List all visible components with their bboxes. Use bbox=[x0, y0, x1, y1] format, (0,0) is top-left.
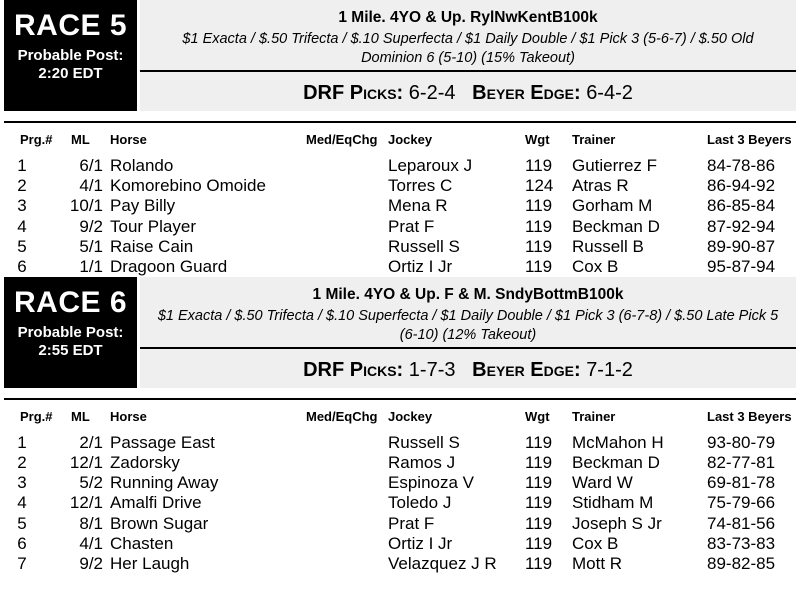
drf-picks-label: DRF Picks: bbox=[303, 359, 404, 381]
horse-name: Chasten bbox=[110, 534, 174, 553]
drf-picks-value: 6-2-4 bbox=[408, 82, 456, 104]
divider bbox=[140, 347, 796, 349]
horse-name: Raise Cain bbox=[110, 237, 194, 256]
morning-line: 4/1 bbox=[79, 534, 103, 553]
horse-name: Rolando bbox=[110, 156, 174, 175]
post-time: 2:20 EDT bbox=[38, 65, 103, 82]
jockey: Ramos J bbox=[388, 453, 456, 472]
horse-name: Komorebino Omoide bbox=[110, 176, 266, 195]
beyer-edge-label: Beyer Edge: bbox=[472, 82, 581, 104]
morning-line: 2/1 bbox=[79, 433, 103, 452]
weight: 119 bbox=[525, 237, 553, 256]
morning-line: 10/1 bbox=[69, 196, 103, 215]
trainer: Gorham M bbox=[572, 196, 653, 215]
trainer: Cox B bbox=[572, 534, 619, 553]
race-info-panel bbox=[140, 277, 796, 388]
col-header-trainer: Trainer bbox=[572, 132, 616, 147]
jockey: Torres C bbox=[388, 176, 453, 195]
horse-name: Amalfi Drive bbox=[110, 493, 202, 512]
col-header-jockey: Jockey bbox=[388, 409, 433, 424]
last-3-beyers: 75-79-66 bbox=[707, 493, 776, 512]
last-3-beyers: 86-94-92 bbox=[707, 176, 776, 195]
horse-name: Running Away bbox=[110, 473, 219, 492]
col-header-wgt: Wgt bbox=[525, 409, 550, 424]
divider bbox=[140, 70, 796, 72]
beyer-edge-label: Beyer Edge: bbox=[472, 359, 581, 381]
horse-name: Tour Player bbox=[110, 217, 196, 236]
last-3-beyers: 82-77-81 bbox=[707, 453, 776, 472]
picks-line bbox=[140, 359, 796, 382]
trainer: McMahon H bbox=[572, 433, 664, 452]
col-header-med: Med/EqChg bbox=[306, 409, 378, 424]
horse-name: Dragoon Guard bbox=[110, 257, 228, 276]
col-header-ml: ML bbox=[71, 132, 90, 147]
morning-line: 6/1 bbox=[79, 156, 103, 175]
weight: 119 bbox=[525, 217, 553, 236]
program-number: 1 bbox=[17, 156, 27, 175]
trainer: Beckman D bbox=[572, 453, 660, 472]
last-3-beyers: 86-85-84 bbox=[707, 196, 776, 215]
program-number: 5 bbox=[17, 514, 27, 533]
jockey: Espinoza V bbox=[388, 473, 474, 492]
weight: 119 bbox=[525, 453, 553, 472]
race-number: RACE 5 bbox=[13, 9, 128, 42]
weight: 119 bbox=[525, 493, 553, 512]
program-number: 6 bbox=[17, 534, 27, 553]
morning-line: 1/1 bbox=[79, 257, 103, 276]
trainer: Beckman D bbox=[572, 217, 660, 236]
jockey: Leparoux J bbox=[388, 156, 473, 175]
race-header bbox=[0, 0, 800, 111]
jockey: Prat F bbox=[388, 217, 435, 236]
weight: 119 bbox=[525, 257, 553, 276]
morning-line: 9/2 bbox=[79, 217, 103, 236]
jockey: Prat F bbox=[388, 514, 435, 533]
morning-line: 5/1 bbox=[79, 237, 103, 256]
col-header-jockey: Jockey bbox=[388, 132, 433, 147]
col-header-horse: Horse bbox=[110, 409, 147, 424]
drf-picks-label: DRF Picks: bbox=[303, 82, 404, 104]
horse-name: Pay Billy bbox=[110, 196, 176, 215]
horse-name: Zadorsky bbox=[110, 453, 180, 472]
race-info-panel bbox=[140, 0, 796, 111]
program-number: 4 bbox=[17, 493, 27, 512]
table-top-rule bbox=[4, 398, 796, 400]
table-top-rule bbox=[4, 121, 796, 123]
morning-line: 12/1 bbox=[69, 493, 103, 512]
col-header-last-beyers: Last 3 Beyers bbox=[707, 132, 792, 147]
jockey: Ortiz I Jr bbox=[388, 534, 453, 553]
race-conditions: 1 Mile. 4YO & Up. RylNwKentB100k bbox=[338, 9, 598, 26]
col-header-ml: ML bbox=[71, 409, 90, 424]
last-3-beyers: 93-80-79 bbox=[707, 433, 776, 452]
post-label: Probable Post: bbox=[17, 324, 124, 341]
jockey: Mena R bbox=[388, 196, 448, 215]
beyer-edge-value: 6-4-2 bbox=[586, 82, 633, 104]
trainer: Ward W bbox=[572, 473, 633, 492]
last-3-beyers: 74-81-56 bbox=[707, 514, 776, 533]
trainer: Joseph S Jr bbox=[572, 514, 662, 533]
picks-line bbox=[140, 82, 796, 105]
jockey: Velazquez J R bbox=[388, 554, 497, 573]
program-number: 2 bbox=[17, 453, 27, 472]
program-number: 1 bbox=[17, 433, 27, 452]
weight: 119 bbox=[525, 196, 553, 215]
col-header-horse: Horse bbox=[110, 132, 147, 147]
jockey: Russell S bbox=[388, 237, 460, 256]
morning-line: 9/2 bbox=[79, 554, 103, 573]
post-label: Probable Post: bbox=[17, 47, 124, 64]
last-3-beyers: 89-90-87 bbox=[707, 237, 776, 256]
col-header-wgt: Wgt bbox=[525, 132, 550, 147]
weight: 119 bbox=[525, 156, 553, 175]
program-number: 7 bbox=[17, 554, 27, 573]
morning-line: 4/1 bbox=[79, 176, 103, 195]
jockey: Toledo J bbox=[388, 493, 452, 512]
program-number: 5 bbox=[17, 237, 27, 256]
trainer: Atras R bbox=[572, 176, 629, 195]
last-3-beyers: 83-73-83 bbox=[707, 534, 776, 553]
last-3-beyers: 87-92-94 bbox=[707, 217, 776, 236]
drf-picks-value: 1-7-3 bbox=[408, 359, 456, 381]
col-header-trainer: Trainer bbox=[572, 409, 616, 424]
program-number: 3 bbox=[17, 473, 27, 492]
col-header-prg: Prg.# bbox=[20, 132, 53, 147]
horse-name: Brown Sugar bbox=[110, 514, 209, 533]
col-header-med: Med/EqChg bbox=[306, 132, 378, 147]
trainer: Russell B bbox=[572, 237, 644, 256]
weight: 119 bbox=[525, 554, 553, 573]
race-number-box bbox=[4, 277, 137, 388]
race-wagers: $1 Exacta / $.50 Trifecta / $.10 Superfecta / $1 Daily Double / $1 Pick 3 (6-7-8) / $.50 Late Pick 5 (6-10) (12% Takeout) bbox=[157, 308, 779, 343]
program-number: 2 bbox=[17, 176, 27, 195]
beyer-edge-value: 7-1-2 bbox=[586, 359, 633, 381]
last-3-beyers: 95-87-94 bbox=[707, 257, 776, 276]
morning-line: 8/1 bbox=[79, 514, 103, 533]
program-number: 3 bbox=[17, 196, 27, 215]
morning-line: 12/1 bbox=[69, 453, 103, 472]
weight: 119 bbox=[525, 433, 553, 452]
weight: 124 bbox=[525, 176, 554, 195]
col-header-prg: Prg.# bbox=[20, 409, 53, 424]
weight: 119 bbox=[525, 473, 553, 492]
horse-name: Her Laugh bbox=[110, 554, 190, 573]
last-3-beyers: 84-78-86 bbox=[707, 156, 776, 175]
last-3-beyers: 89-82-85 bbox=[707, 554, 776, 573]
jockey: Russell S bbox=[388, 433, 460, 452]
race-wagers: $1 Exacta / $.50 Trifecta / $.10 Superfecta / $1 Daily Double / $1 Pick 3 (5-6-7) / $.50 Old Dominion 6 (5-10) (15% Takeout) bbox=[182, 31, 754, 66]
program-number: 6 bbox=[17, 257, 27, 276]
trainer: Mott R bbox=[572, 554, 623, 573]
col-header-last-beyers: Last 3 Beyers bbox=[707, 409, 792, 424]
last-3-beyers: 69-81-78 bbox=[707, 473, 776, 492]
post-time: 2:55 EDT bbox=[38, 342, 103, 359]
horse-name: Passage East bbox=[110, 433, 215, 452]
trainer: Gutierrez F bbox=[572, 156, 658, 175]
race-number: RACE 6 bbox=[13, 286, 128, 319]
morning-line: 5/2 bbox=[79, 473, 103, 492]
trainer: Stidham M bbox=[572, 493, 654, 512]
weight: 119 bbox=[525, 534, 553, 553]
program-number: 4 bbox=[17, 217, 27, 236]
trainer: Cox B bbox=[572, 257, 619, 276]
weight: 119 bbox=[525, 514, 553, 533]
jockey: Ortiz I Jr bbox=[388, 257, 453, 276]
race-header bbox=[0, 277, 800, 388]
race-conditions: 1 Mile. 4YO & Up. F & M. SndyBottmB100k bbox=[312, 286, 624, 303]
race-number-box bbox=[4, 0, 137, 111]
